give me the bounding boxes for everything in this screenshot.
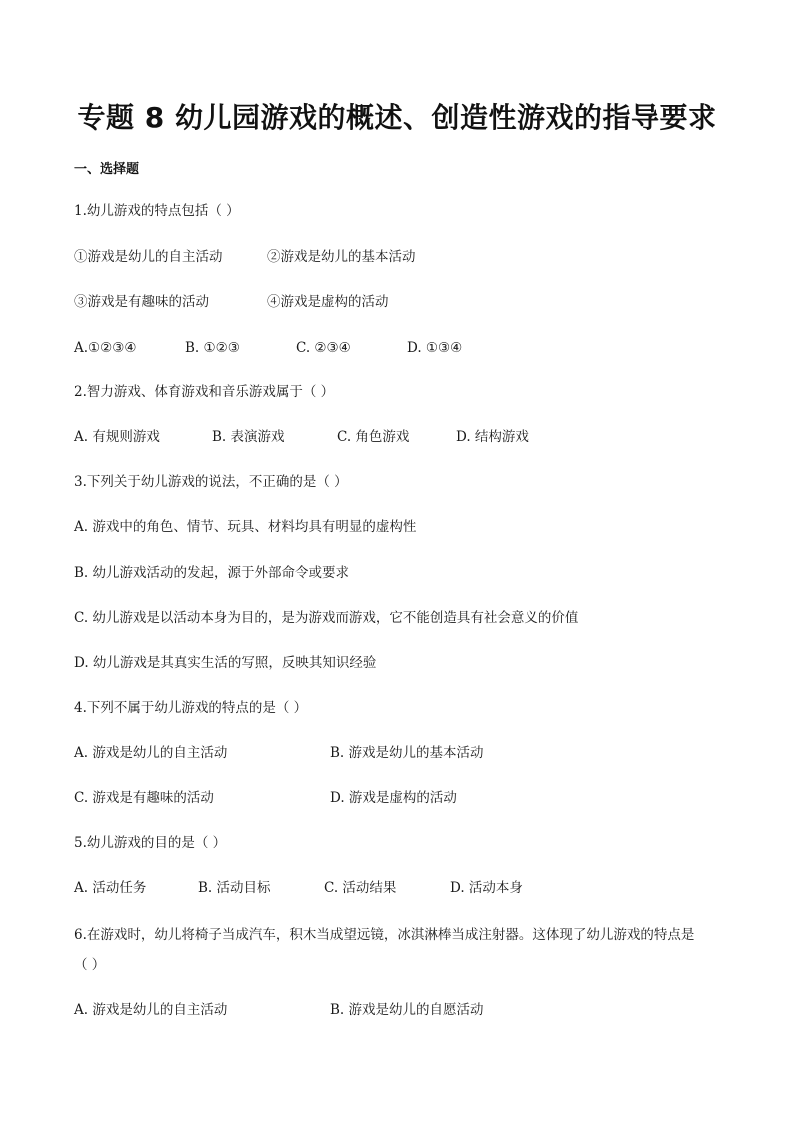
question-1-option-a: A.①②③④: [74, 340, 137, 356]
question-1-option-b: B. ①②③: [185, 340, 240, 356]
question-2-option-b: B. 表演游戏: [212, 429, 285, 445]
question-3-option-b: B. 幼儿游戏活动的发起，源于外部命令或要求: [74, 565, 350, 581]
question-1-statement-1: ①游戏是幼儿的自主活动: [74, 249, 223, 265]
question-5-stem: 5.幼儿游戏的目的是（ ）: [74, 835, 227, 851]
question-5-option-d: D. 活动本身: [450, 880, 523, 896]
question-2-option-d: D. 结构游戏: [456, 429, 529, 445]
question-4-option-a: A. 游戏是幼儿的自主活动: [74, 745, 228, 761]
question-2-stem: 2.智力游戏、体育游戏和音乐游戏属于（ ）: [74, 384, 335, 400]
question-4-option-b: B. 游戏是幼儿的基本活动: [330, 745, 484, 761]
question-6-stem: 6.在游戏时，幼儿将椅子当成汽车，积木当成望远镜，冰淇淋棒当成注射器。这体现了幼儿游戏的特点是: [74, 927, 695, 943]
question-6-stem-continued: （ ）: [74, 957, 106, 973]
question-6-option-b: B. 游戏是幼儿的自愿活动: [330, 1002, 484, 1018]
question-4-option-c: C. 游戏是有趣味的活动: [74, 790, 214, 806]
question-1-statement-2: ②游戏是幼儿的基本活动: [267, 249, 416, 265]
question-6-option-a: A. 游戏是幼儿的自主活动: [74, 1002, 228, 1018]
question-5-option-c: C. 活动结果: [324, 880, 397, 896]
question-1-statement-4: ④游戏是虚构的活动: [267, 294, 389, 310]
question-3-option-a: A. 游戏中的角色、情节、玩具、材料均具有明显的虚构性: [74, 519, 417, 535]
question-3-stem: 3.下列关于幼儿游戏的说法，不正确的是（ ）: [74, 474, 348, 490]
question-3-option-d: D. 幼儿游戏是其真实生活的写照，反映其知识经验: [74, 655, 377, 671]
page-title: 专题 8 幼儿园游戏的概述、创造性游戏的指导要求: [77, 101, 717, 134]
question-5-option-a: A. 活动任务: [74, 880, 147, 896]
question-3-option-c: C. 幼儿游戏是以活动本身为目的，是为游戏而游戏，它不能创造具有社会意义的价值: [74, 610, 579, 626]
question-1-stem: 1.幼儿游戏的特点包括（ ）: [74, 203, 240, 219]
question-4-stem: 4.下列不属于幼儿游戏的特点的是（ ）: [74, 700, 308, 716]
question-2-option-a: A. 有规则游戏: [74, 429, 160, 445]
question-1-statement-3: ③游戏是有趣味的活动: [74, 294, 209, 310]
question-4-option-d: D. 游戏是虚构的活动: [330, 790, 457, 806]
section-heading: 一、选择题: [74, 162, 140, 177]
question-1-option-c: C. ②③④: [296, 340, 351, 356]
question-2-option-c: C. 角色游戏: [337, 429, 410, 445]
question-1-option-d: D. ①③④: [407, 340, 463, 356]
question-5-option-b: B. 活动目标: [198, 880, 271, 896]
